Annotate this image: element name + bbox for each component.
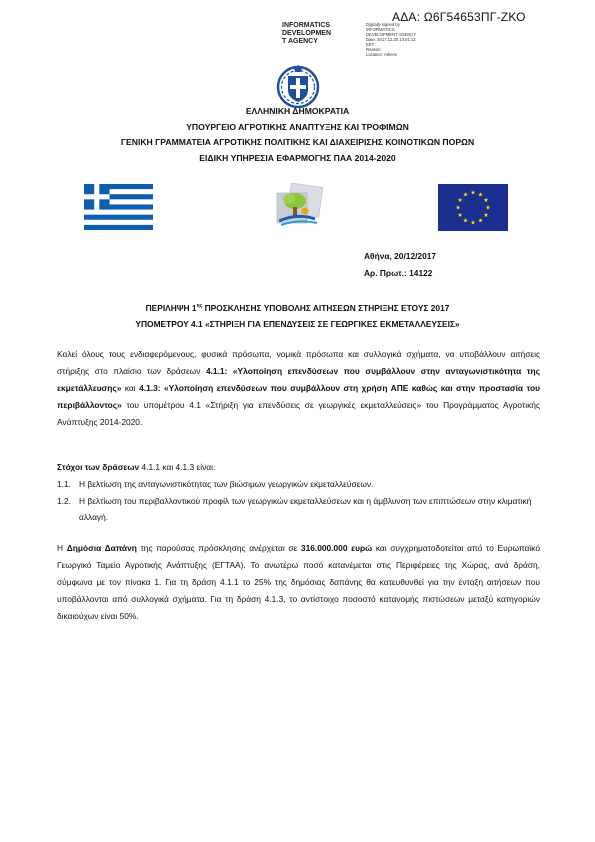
paragraph-public-expenditure: Η Δημόσια Δαπάνη της παρούσας πρόσκλησης ανέρχεται σε 316.000.000 ευρώ και συγχρηματοδοτείται από το Ευρωπαϊκό Γεωργικό Ταμείο Αγροτικής Ανάπτυξης (ΕΓΤΑΑ). Το ανωτέρω ποσό κατανέμεται στις Περιφέρειες της Χώρας, ανά δράση, σύμφωνα με τον πίνακα 1. Για τη δράση 4.1.1 το 25% της δημόσιας δαπάνης θα κατευθυνθεί για την ένταξη αιτήσεων που υποβάλλονται από συλλογικά σχήματα. Για τη δράση 4.1.3, το αντίστοιχο ποσοστό κατανομής πιστώσεων μεταξύ κατηγοριών δικαιούχων είναι 50%. bbox=[57, 543, 540, 621]
signature-details: Digitally signed by INFORMATICS DEVELOPMENT AGENCY Date: 2017.12.20 14:01:12 EET Reason: Location: Athens bbox=[366, 22, 417, 57]
eu-flag-icon bbox=[438, 184, 508, 231]
gov-line-republic: ΕΛΛΗΝΙΚΗ ΔΗΜΟΚΡΑΤΙΑ bbox=[245, 106, 350, 116]
gov-line-secretariat: ΓΕΝΙΚΗ ΓΡΑΜΜΑΤΕΙΑ ΑΓΡΟΤΙΚΗΣ ΠΟΛΙΤΙΚΗΣ ΚΑΙ ΔΙΑΧΕΙΡΙΣΗΣ ΚΟΙΝΟΤΙΚΩΝ ΠΟΡΩΝ bbox=[120, 137, 475, 147]
government-header bbox=[0, 104, 595, 166]
subject-line-1: ΠΕΡΙΛΗΨΗ $1^{\eta\varsigma}$ ΠΡΟΣΚΛΗΣΗΣ ΥΠΟΒΟΛΗΣ ΑΙΤΗΣΕΩΝ ΣΤΗΡΙΞΗΣ ΕΤΟΥΣ 2017 bbox=[145, 303, 450, 313]
ada-code: ΑΔΑ: Ω6Γ54653ΠΓ-ΖΚΟ bbox=[392, 10, 526, 24]
document-date: Αθήνα, 20/12/2017 bbox=[364, 251, 437, 261]
goals-list bbox=[57, 476, 540, 526]
paragraph-goals-heading: Στόχοι των δράσεων 4.1.1 και 4.1.3 είναι: bbox=[57, 462, 216, 472]
paragraph-invitation: Καλεί όλους τους ενδιαφερόμενους, φυσικά πρόσωπα, νομικά πρόσωπα και συλλογικά σχήματα, να υποβάλλουν αιτήσεις στήριξης στο πλαίσιο των δράσεων 4.1.1: «Υλοποίηση επενδύσεων που συμβάλλουν στην ανταγωνιστικότητα της εκμετάλλευσης» και 4.1.3: «Υλοποίηση επενδύσεων που συμβάλλουν στη χρήση ΑΠΕ καθώς και στην προστασία του περιβάλλοντος» του υπομέτρου 4.1 «Στήριξη για επενδύσεις σε γεωργικές εκμεταλλεύσεις» του Προγράμματος Αγροτικής Ανάπτυξης 2014-2020. bbox=[57, 349, 540, 427]
gov-line-service: ΕΙΔΙΚΗ ΥΠΗΡΕΣΙΑ ΕΦΑΡΜΟΓΗΣ ΠΑΑ 2014-2020 bbox=[199, 152, 396, 163]
document-subject bbox=[0, 298, 595, 332]
greek-flag-icon bbox=[84, 184, 153, 230]
list-item: 1.1. Η βελτίωση της ανταγωνιστικότητας των βιώσιμων γεωργικών εκμεταλλεύσεων. bbox=[57, 479, 374, 489]
subject-line-2: ΥΠΟΜΕΤΡΟΥ 4.1 «ΣΤΗΡΙΞΗ ΓΙΑ ΕΠΕΝΔΥΣΕΙΣ ΣΕ ΓΕΩΡΓΙΚΕΣ ΕΚΜΕΤΑΛΛΕΥΣΕΙΣ» bbox=[135, 319, 460, 329]
signature-company: INFORMATICS DEVELOPMEN T AGENCY bbox=[282, 22, 332, 45]
gov-line-ministry: ΥΠΟΥΡΓΕΙΟ ΑΓΡΟΤΙΚΗΣ ΑΝΑΠΤΥΞΗΣ ΚΑΙ ΤΡΟΦΙΜΩΝ bbox=[186, 121, 409, 132]
list-item: 1.2. Η βελτίωση του περιβαλλοντικού προφίλ των γεωργικών εκμεταλλεύσεων και η άμβλυνση των επιπτώσεων στην κλιματική αλλαγή. bbox=[57, 495, 532, 522]
protocol-number: Αρ. Πρωτ.: 14122 bbox=[364, 268, 433, 278]
greek-emblem-icon bbox=[276, 64, 320, 108]
rural-development-logo-icon bbox=[275, 183, 323, 231]
date-protocol-block bbox=[364, 248, 436, 282]
